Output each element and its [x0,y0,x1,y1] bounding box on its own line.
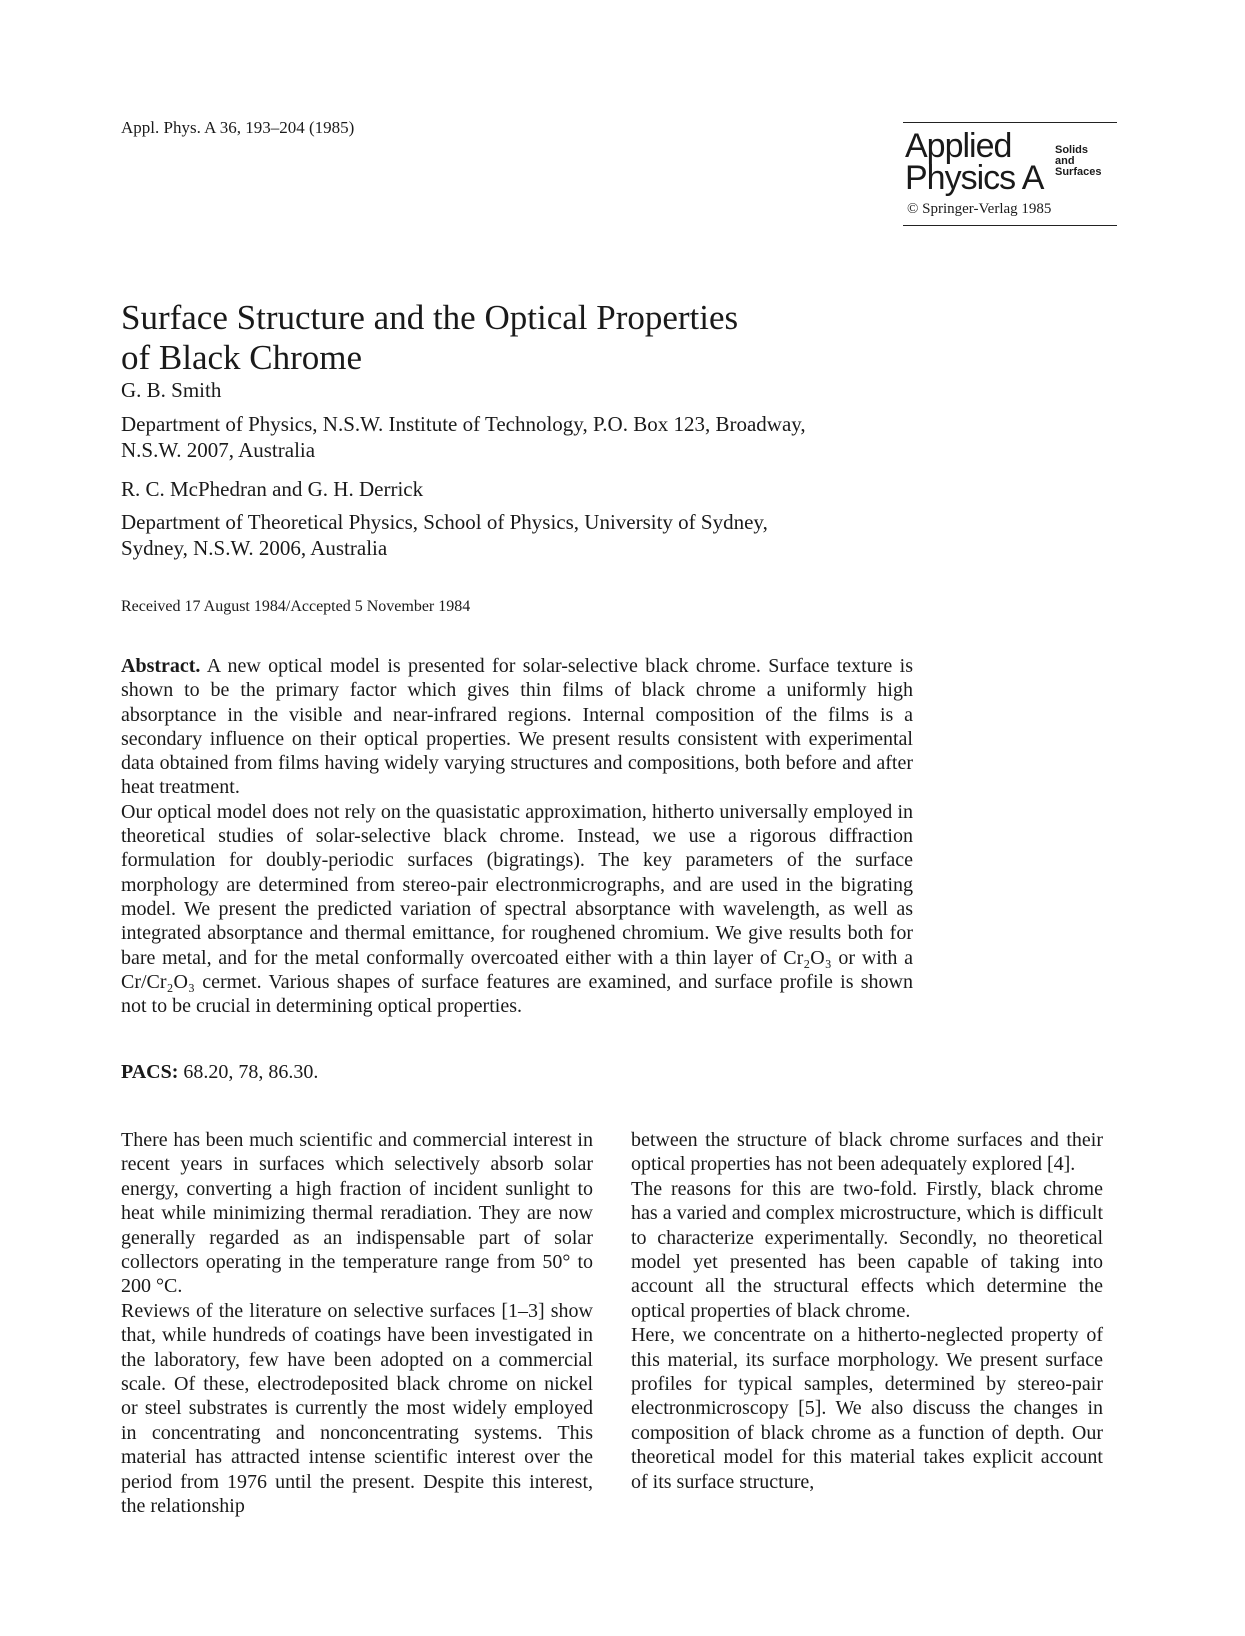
affiliation-2 [121,509,881,561]
body-paragraph: Here, we concentrate on a hitherto-neglected property of this material, its surface morphology. We present surface profiles for typical samples, determined by stereo-pair electronmicroscopy [5]. We also discuss the changes in composition of black chrome as a function of depth. Our theoretical model for this material takes explicit account of its surface structure, [631,1324,1103,1493]
body-paragraph: between the structure of black chrome surfaces and their optical properties has not been adequately explored [4]. [631,1129,1103,1176]
abstract-text-1: A new optical model is presented for solar-selective black chrome. Surface texture is shown to be the primary factor which gives thin films of black chrome a uniformly high absorptance in the visible and near-infrared regions. Internal composition of the films is a secondary influence on their optical properties. We present results consistent with experimental data obtained from films having widely varying structures and compositions, both before and after heat treatment. [121,655,913,799]
abstract-paragraph-2: Our optical model does not rely on the quasistatic approximation, hitherto universally employed in theoretical studies of solar-selective black chrome. Instead, we use a rigorous diffraction formulation for doubly-periodic surfaces (bigratings). The key parameters of the surface morphology are determined from stereo-pair electronmicrographs, and are used in the bigrating model. We present the predicted variation of spectral absorptance with wavelength, as well as integrated absorptance and thermal emittance, for roughened chromium. We give results both for bare metal, and for the metal conformally overcoated either with a thin layer of Cr₂O₃ or with a Cr/Cr₂O₃ cermet. Various shapes of surface features are examined, and surface profile is shown not to be crucial in determining optical properties. [121,800,913,1018]
journal-subtitle-3: Surfaces [1055,166,1102,178]
title-line-2: of Black Chrome [121,338,363,377]
body-column-left [121,1128,593,1519]
journal-name-line1: Applied [905,127,1012,165]
journal-subtitle [1055,145,1101,178]
abstract-label: Abstract. [121,655,201,677]
abstract-paragraph-1 [121,654,913,800]
journal-citation: Appl. Phys. A 36, 193–204 (1985) [121,118,355,137]
journal-logo-box [903,122,1117,226]
title-line-1: Surface Structure and the Optical Properties [121,298,739,337]
body-paragraph: Reviews of the literature on selective surfaces [1–3] show that, while hundreds of coatings have been investigated in the laboratory, few have been adopted on a commercial scale. Of these, electrodeposited black chrome on nickel or steel substrates is currently the most widely employed in concentrating and nonconcentrating systems. This material has attracted intense scientific interest over the period from 1976 until the present. Despite this interest, the relationship [121,1299,593,1518]
journal-logo [903,123,1117,201]
body-column-right [631,1128,1103,1494]
copyright-notice: © Springer-Verlag 1985 [907,201,1052,217]
pacs-label: PACS: [121,1061,179,1083]
author-1: G. B. Smith [121,378,222,402]
author-2: R. C. McPhedran and G. H. Derrick [121,477,424,501]
journal-subtitle-1: Solids [1055,144,1089,156]
affiliation-1 [121,411,881,463]
affiliation-2-line-2: Sydney, N.S.W. 2006, Australia [121,536,388,560]
journal-name-line2: Physics A [905,159,1044,197]
affiliation-1-line-2: N.S.W. 2007, Australia [121,438,316,462]
pacs-value: 68.20, 78, 86.30. [183,1061,319,1083]
affiliation-2-line-1: Department of Theoretical Physics, School of Physics, University of Sydney, [121,510,768,534]
body-paragraph: The reasons for this are two-fold. Firstly, black chrome has a varied and complex microstructure, which is difficult to characterize experimentally. Secondly, no theoretical model yet presented has been capable of taking into account all the structural effects which determine the optical properties of black chrome. [631,1177,1103,1322]
body-paragraph: There has been much scientific and commercial interest in recent years in surfaces which selectively absorb solar energy, converting a high fraction of incident sunlight to heat while minimizing thermal reradiation. They are now generally regarded as an indispensable part of solar collectors operating in the temperature range from 50° to 200 °C. [121,1129,593,1298]
journal-subtitle-2: and [1055,155,1075,167]
received-dates: Received 17 August 1984/Accepted 5 November 1984 [121,598,471,615]
affiliation-1-line-1: Department of Physics, N.S.W. Institute of Technology, P.O. Box 123, Broadway, [121,412,806,436]
pacs-codes [121,1061,318,1084]
abstract [121,654,913,1018]
article-title [121,298,881,378]
